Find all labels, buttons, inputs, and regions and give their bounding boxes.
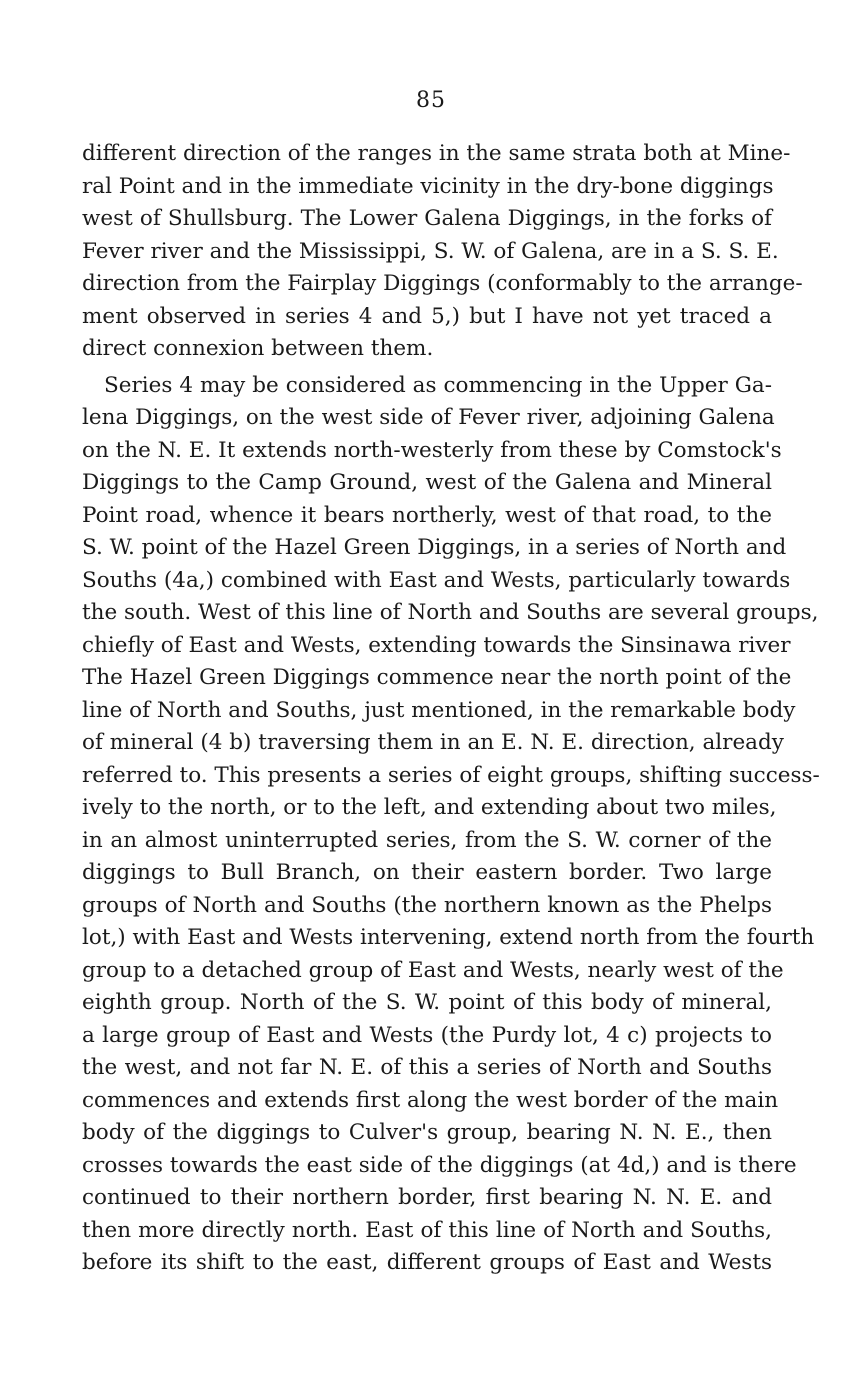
text-line: diggings to Bull Branch, on their eastern border. Two large: [82, 860, 772, 885]
text-line: then more directly north. East of this line of North and Souths,: [82, 1217, 772, 1243]
text-line: a large group of East and Wests (the Purdy lot, 4 c) projects to: [82, 1022, 772, 1048]
text-line: The Hazel Green Diggings commence near the north point of the: [82, 665, 792, 690]
text-line: groups of North and Souths (the northern known as the Phelps: [82, 892, 772, 918]
page-number: 85: [416, 88, 446, 113]
text-line: crosses towards the east side of the diggings (at 4d,) and is there: [82, 1152, 797, 1178]
paragraph-1: [82, 138, 803, 366]
body-text: [82, 138, 820, 1280]
text-line: Fever river and the Mississippi, S. W. of Galena, are in a S. S. E.: [82, 238, 779, 264]
text-line: direction from the Fairplay Diggings (conformably to the arrange-: [82, 271, 803, 296]
text-line: Series 4 may be considered as commencing in the Upper Ga-: [104, 372, 772, 398]
text-line: line of North and Souths, just mentioned, in the remarkable body: [82, 697, 796, 723]
text-line: west of Shullsburg. The Lower Galena Diggings, in the forks of: [82, 206, 772, 231]
text-line: the west, and not far N. E. of this a series of North and Souths: [82, 1055, 772, 1080]
text-line: ral Point and in the immediate vicinity in the dry-bone diggings: [82, 173, 774, 199]
text-line: before its shift to the east, different groups of East and Wests: [82, 1250, 772, 1275]
text-line: on the N. E. It extends north-westerly from these by Comstock's: [82, 437, 782, 463]
text-line: in an almost uninterrupted series, from the S. W. corner of the: [82, 827, 772, 853]
text-line: continued to their northern border, first bearing N. N. E. and: [82, 1185, 772, 1210]
text-line: referred to. This presents a series of eight groups, shifting success-: [82, 762, 820, 788]
text-line: different direction of the ranges in the same strata both at Mine-: [82, 141, 791, 166]
text-line: eighth group. North of the S. W. point of this body of mineral,: [82, 990, 772, 1015]
paragraph-2: [82, 370, 820, 1280]
text-line: the south. West of this line of North and Souths are several groups,: [82, 600, 819, 625]
text-line: lena Diggings, on the west side of Fever river, adjoining Galena: [82, 405, 775, 430]
text-line: of mineral (4 b) traversing them in an E. N. E. direction, already: [82, 730, 784, 755]
text-line: commences and extends first along the west border of the main: [82, 1087, 779, 1113]
text-line: Point road, whence it bears northerly, west of that road, to the: [82, 502, 772, 528]
text-line: chiefly of East and Wests, extending towards the Sinsinawa river: [82, 632, 791, 658]
text-line: Souths (4a,) combined with East and Wests, particularly towards: [82, 567, 791, 593]
text-line: lot,) with East and Wests intervening, extend north from the fourth: [82, 925, 815, 950]
text-line: ively to the north, or to the left, and extending about two miles,: [82, 795, 777, 820]
text-line: S. W. point of the Hazel Green Diggings, in a series of North and: [82, 535, 787, 560]
text-line: Diggings to the Camp Ground, west of the Galena and Mineral: [82, 470, 772, 495]
text-line: body of the diggings to Culver's group, bearing N. N. E., then: [82, 1120, 772, 1145]
text-line: ment observed in series 4 and 5,) but I have not yet traced a: [82, 303, 772, 329]
text-line: group to a detached group of East and Wests, nearly west of the: [82, 957, 784, 983]
text-line: direct connexion between them.: [82, 336, 434, 361]
